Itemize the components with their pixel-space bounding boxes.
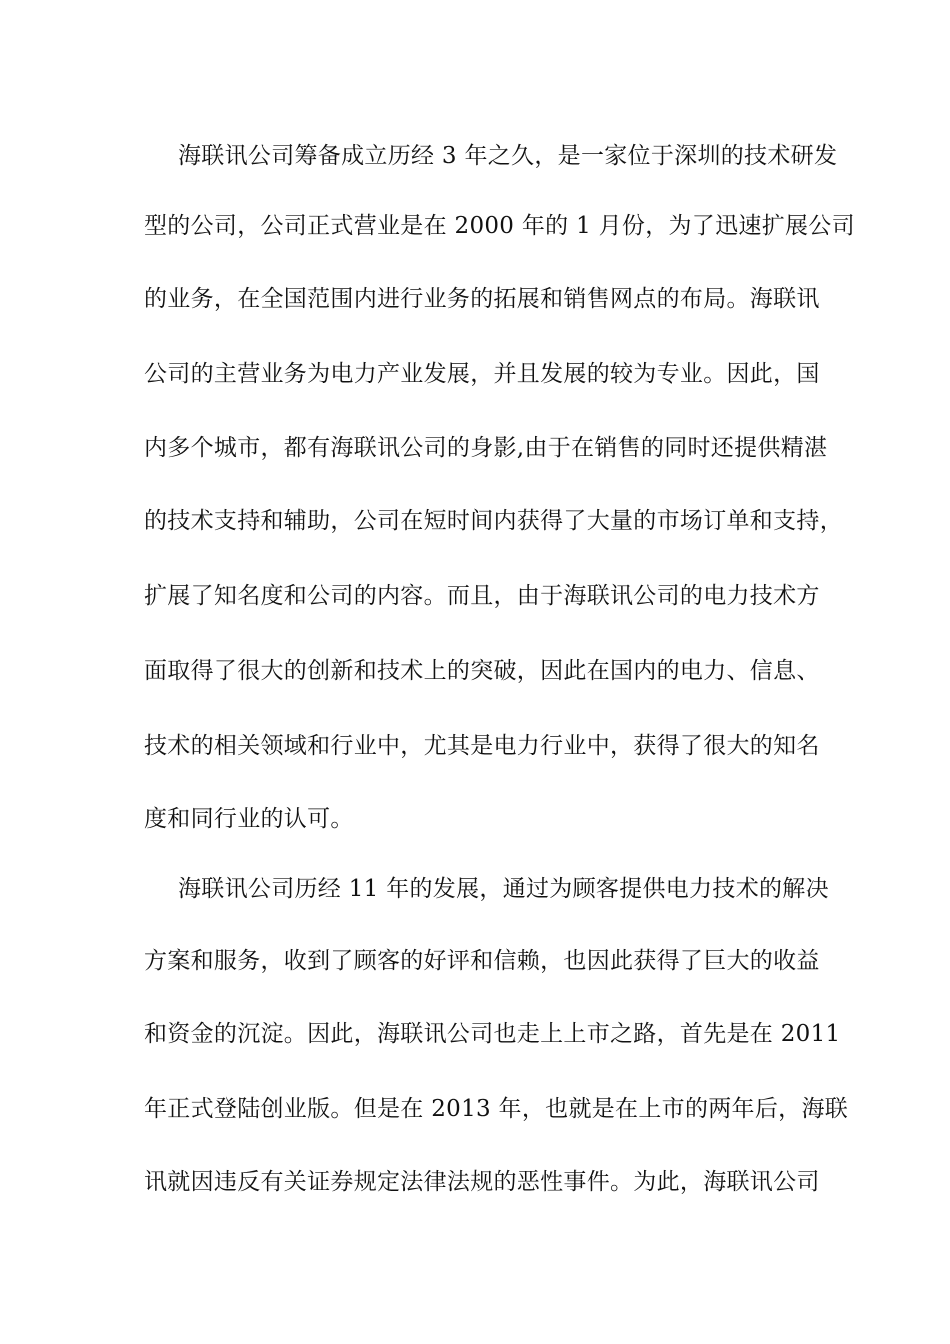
paragraph-1-line-6: 的技术支持和辅助，公司在短时间内获得了大量的市场订单和支持，: [144, 508, 843, 534]
paragraph-1-line-8: 面取得了很大的创新和技术上的突破，因此在国内的电力、信息、: [144, 658, 820, 684]
paragraph-2-line-5: 讯就因违反有关证券规定法律法规的恶性事件。为此，海联讯公司: [144, 1169, 820, 1195]
paragraph-2-line-2: 方案和服务，收到了顾客的好评和信赖，也因此获得了巨大的收益: [144, 948, 820, 974]
paragraph-1-line-10: 度和同行业的认可。: [144, 806, 354, 832]
paragraph-1-line-2: 型的公司，公司正式营业是在 2000 年的 1 月份，为了迅速扩展公司: [144, 213, 855, 239]
paragraph-1-line-4: 公司的主营业务为电力产业发展，并且发展的较为专业。因此，国: [144, 361, 820, 387]
paragraph-1-line-5: 内多个城市，都有海联讯公司的身影,由于在销售的同时还提供精湛: [144, 435, 828, 461]
paragraph-1-line-9: 技术的相关领域和行业中，尤其是电力行业中，获得了很大的知名: [144, 733, 820, 759]
paragraph-2-line-3: 和资金的沉淀。因此，海联讯公司也走上上市之路，首先是在 2011: [144, 1021, 841, 1047]
paragraph-2-line-1: 海联讯公司历经 11 年的发展，通过为顾客提供电力技术的解决: [178, 876, 829, 902]
paragraph-2-line-4: 年正式登陆创业版。但是在 2013 年，也就是在上市的两年后，海联: [144, 1096, 849, 1122]
paragraph-1-line-7: 扩展了知名度和公司的内容。而且，由于海联讯公司的电力技术方: [144, 583, 820, 609]
paragraph-1-line-3: 的业务，在全国范围内进行业务的拓展和销售网点的布局。海联讯: [144, 286, 820, 312]
paragraph-1-line-1: 海联讯公司筹备成立历经 3 年之久，是一家位于深圳的技术研发: [178, 143, 838, 169]
